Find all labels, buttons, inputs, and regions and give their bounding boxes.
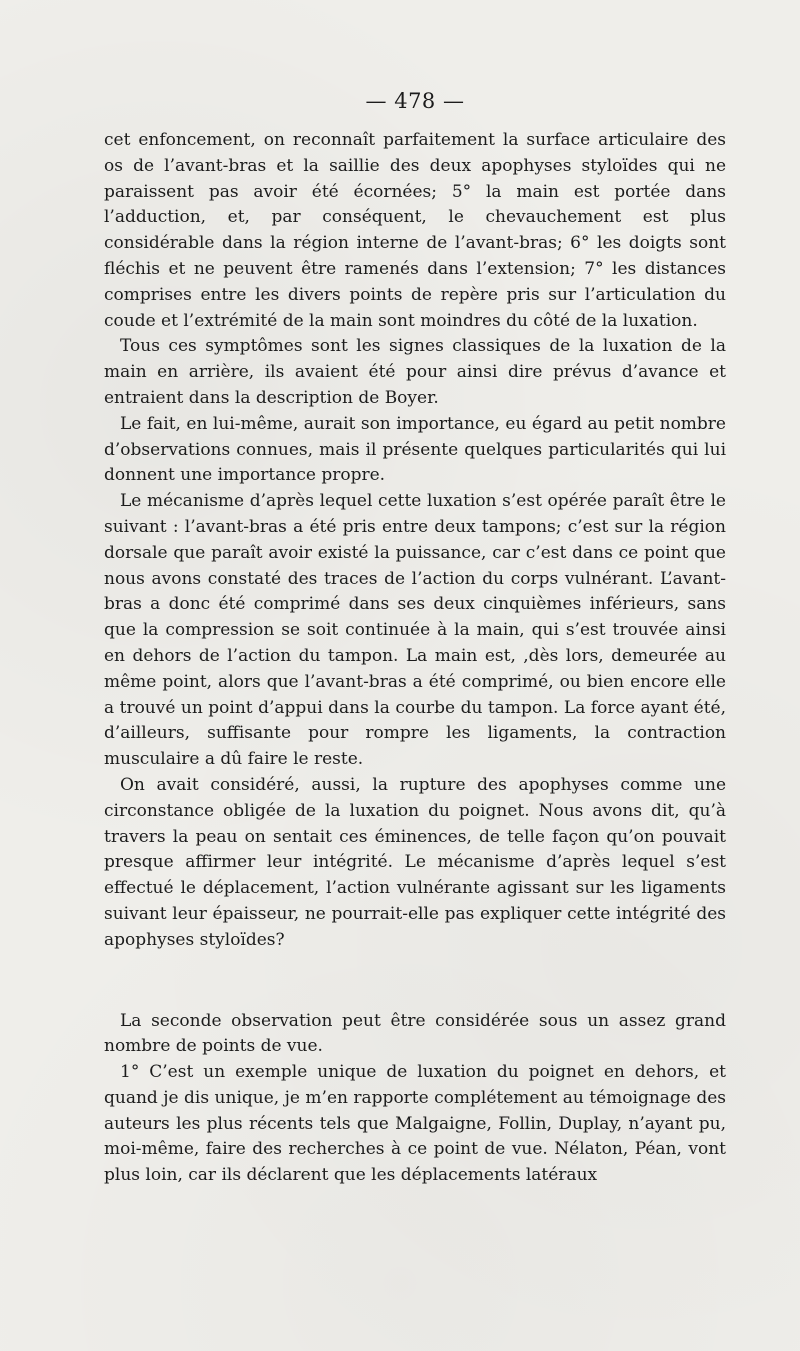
paragraph-mechanism: Le mécanisme d’après lequel cette luxation s’est opérée paraît être le suivant : l’avant-bras a été pris entre deux tampons; c’est sur la région dorsale que paraît avoir existé la puissance, car c’est dans ce point que nous avons constaté des traces de l’action du corps vulnérant. L’avant-bras a donc été comprimé dans ses deux cinquièmes inférieurs, sans que la compression se soit continuée à la main, qui s’est trouvée ainsi en dehors de l’action du tampon. La main est, ,dès lors, demeurée au même point, alors que l’avant-bras a été comprimé, ou bien encore elle a trouvé un point d’appui dans la courbe du tampon. La force ayant été, d’ailleurs, suffisante pour rompre les ligaments, la contraction musculaire a dû faire le reste.	[104, 491, 726, 770]
page-number: — 478 —	[365, 89, 465, 113]
paragraph-importance: Le fait, en lui-même, aurait son importance, eu égard au petit nombre d’observations connues, mais il présente quelques particularités qui lui donnent une importance propre.	[104, 413, 726, 486]
document-page	[104, 86, 726, 1189]
paragraph-unique-example: 1° C’est un exemple unique de luxation du poignet en dehors, et quand je dis unique, je m’en rapporte complétement au témoignage des auteurs les plus récents tels que Malgaigne, Follin, Duplay, n’ayant pu, moi-même, faire des recherches à ce point de vue. Nélaton, Péan, vont plus loin, car ils déclarent que les déplacements latéraux	[104, 1062, 726, 1186]
paragraph-apophyses: On avait considéré, aussi, la rupture des apophyses comme une circonstance obligée de la luxation du poignet. Nous avons dit, qu’à travers la peau on sentait ces éminences, de telle façon qu’on pouvait presque affirmer leur intégrité. Le mécanisme d’après lequel s’est effectué le déplacement, l’action vulnérante agissant sur les ligaments suivant leur épaisseur, ne pourrait-elle pas expliquer cette intégrité des apophyses styloïdes?	[104, 774, 726, 950]
paragraph-continuation: cet enfoncement, on reconnaît parfaitement la surface articulaire des os de l’avant-bras et la saillie des deux apophyses styloïdes qui ne paraissent pas avoir été écornées; 5° la main est portée dans l’adduction, et, par conséquent, le chevauchement est plus considérable dans la région interne de l’avant-bras; 6° les doigts sont fléchis et ne peuvent être ramenés dans l’extension; 7° les distances comprises entre les divers points de repère pris sur l’articulation du coude et l’extrémité de la main sont moindres du côté de la luxation.	[104, 130, 726, 331]
paragraph-second-observation: La seconde observation peut être considérée sous un assez grand nombre de points de vue.	[104, 1010, 726, 1057]
section-divider-space	[104, 954, 726, 1009]
paragraph-symptoms: Tous ces symptômes sont les signes classiques de la luxation de la main en arrière, ils avaient été pour ainsi dire prévus d’avance et entraient dans la description de Boyer.	[104, 336, 726, 408]
body-text	[104, 128, 726, 1189]
